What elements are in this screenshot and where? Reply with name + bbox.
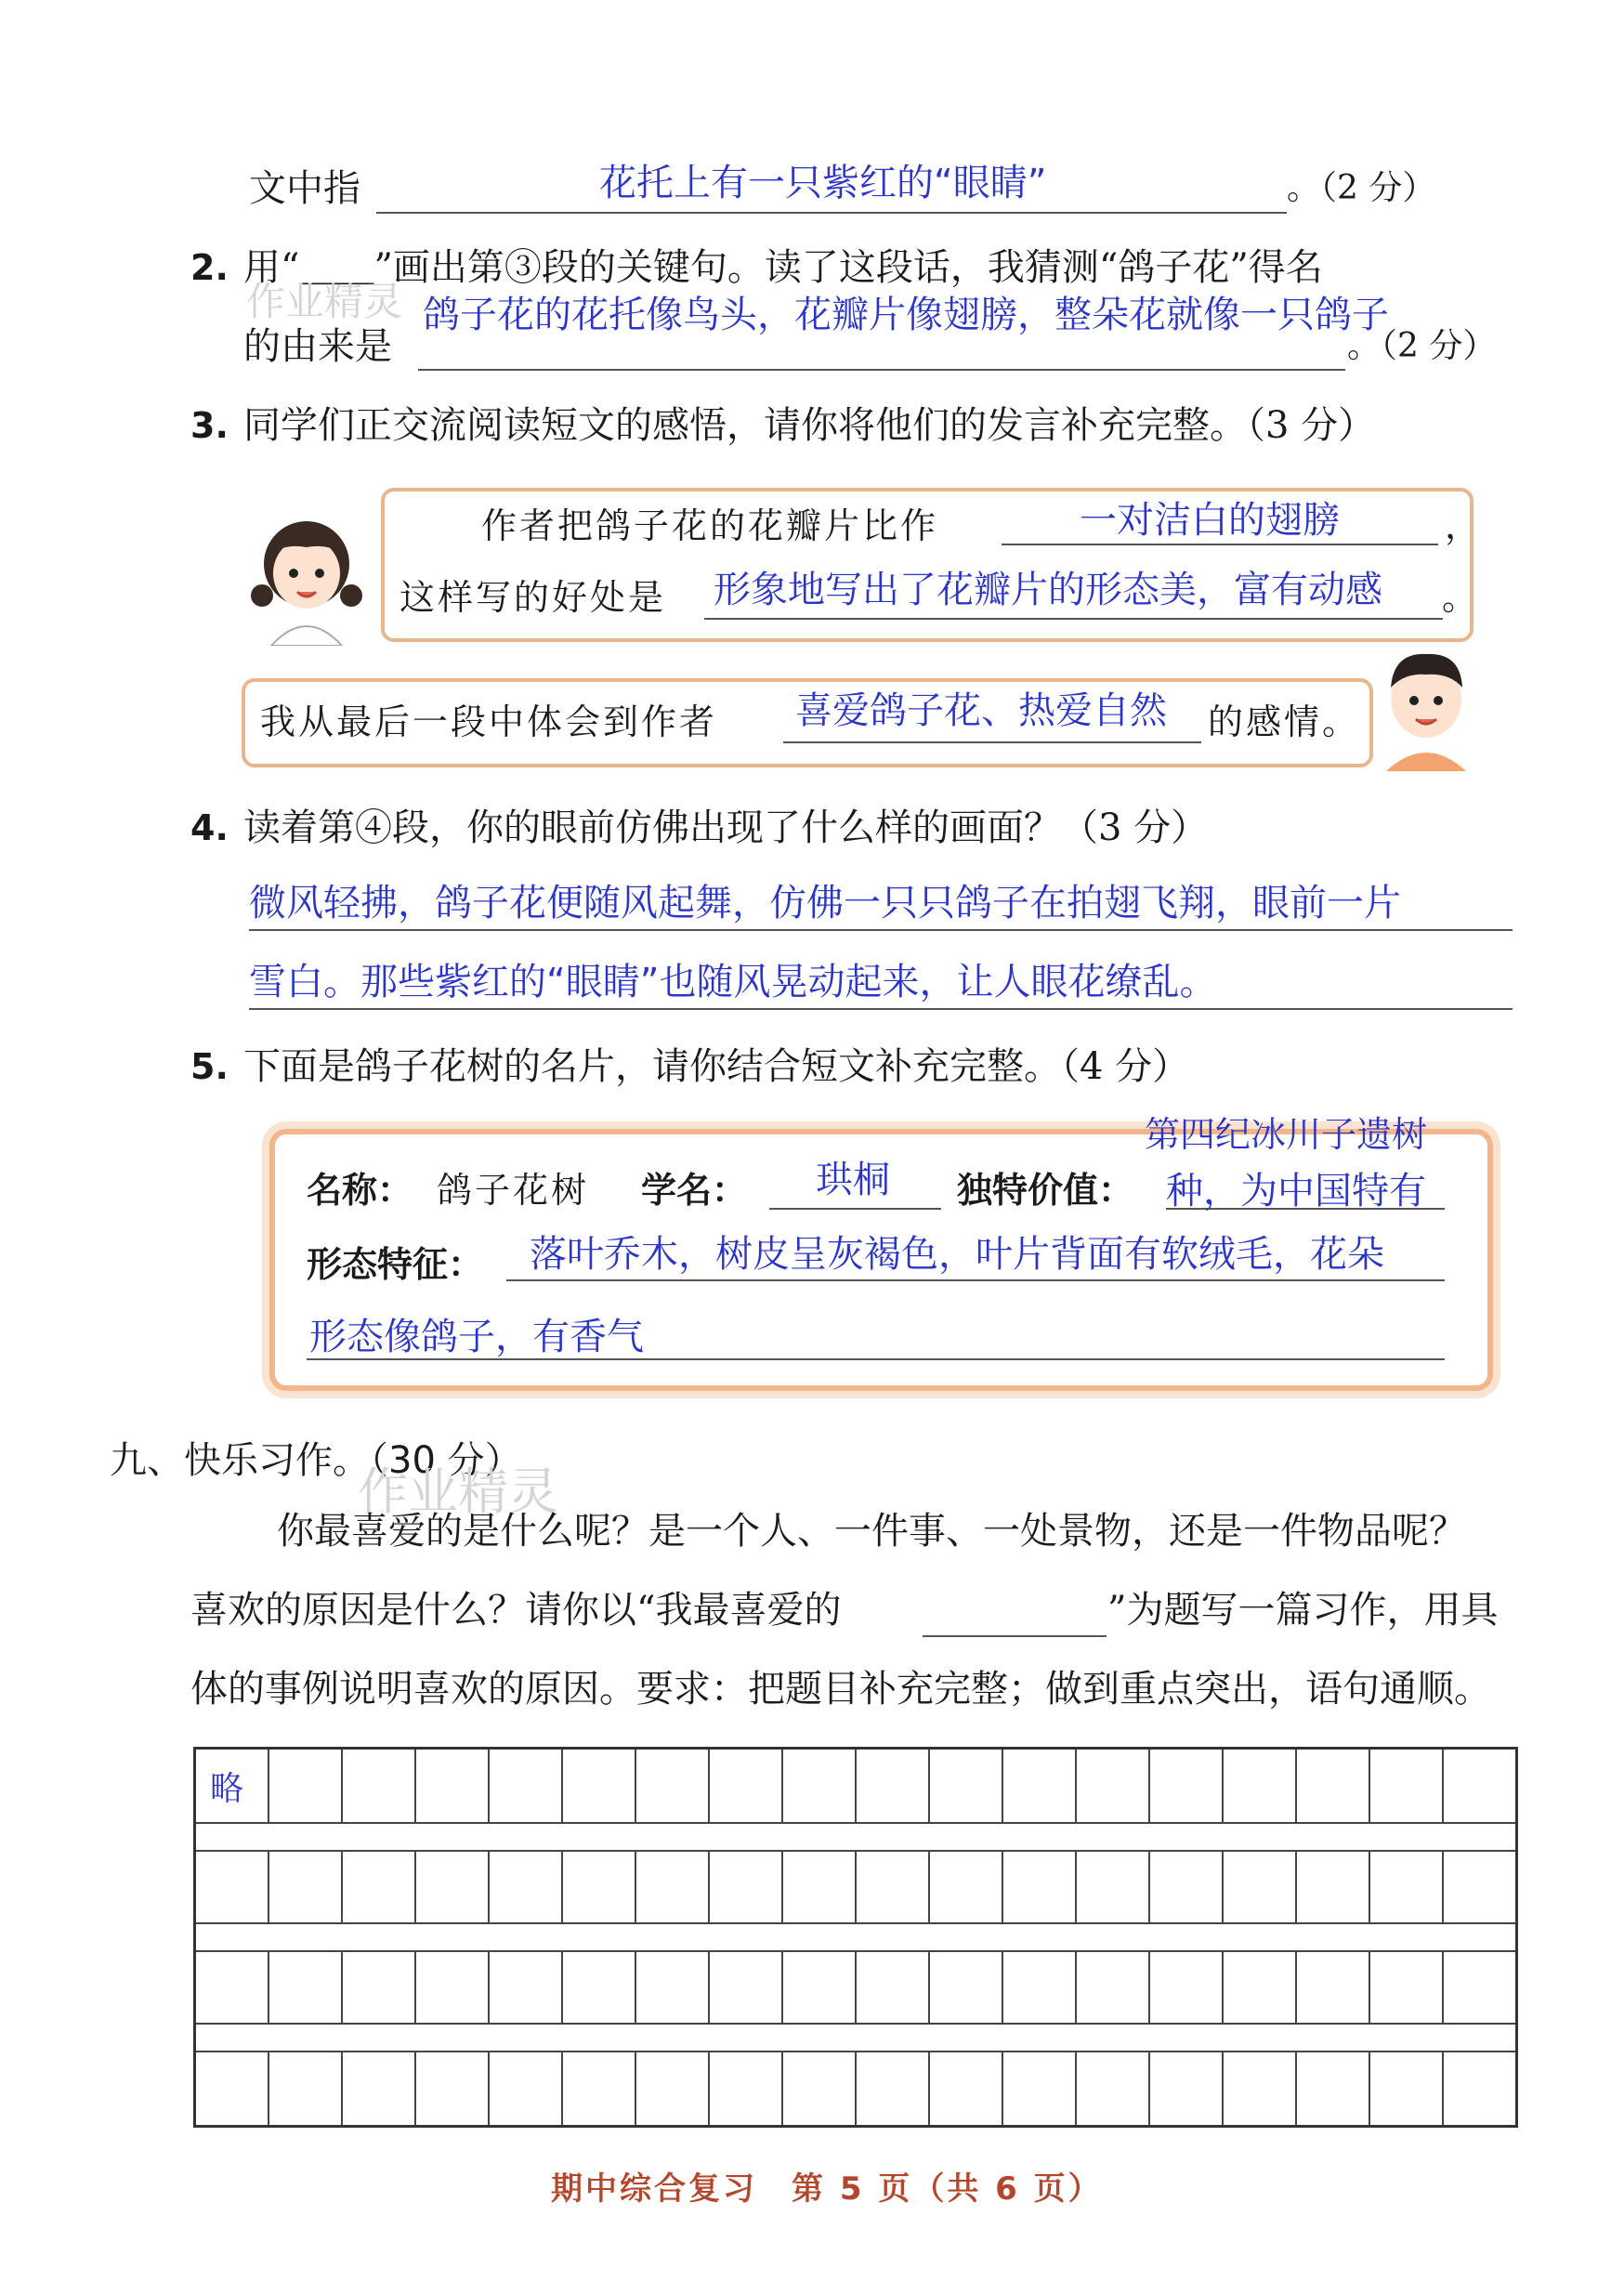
grid-cell: [343, 2051, 416, 2125]
grid-answer: 略: [210, 1770, 244, 1808]
grid-cell: [1224, 1750, 1297, 1824]
grid-cell: [416, 1950, 490, 2025]
grid-cell: [930, 1750, 1003, 1824]
grid-cell: [563, 1850, 636, 1924]
grid-cell: [857, 1750, 930, 1824]
bubble2-prefix: 我从最后一段中体会到作者: [260, 701, 718, 742]
grid-cell: [1077, 1950, 1150, 2025]
grid-cell: [196, 1850, 269, 1924]
q5-number: 5.: [190, 1046, 229, 1087]
bubble1-line1-prefix: 作者把鸽子花的花瓣片比作: [481, 505, 939, 546]
boy-avatar: [1375, 641, 1477, 771]
q2-answer: 鸽子花的花托像鸟头，花瓣片像翅膀，整朵花就像一只鸽子: [423, 294, 1389, 336]
q2-text: 用“＿＿”画出第③段的关键句。读了这段话，我猜测“鸽子花”得名: [243, 246, 1323, 289]
grid-cell: [1150, 1950, 1224, 2025]
grid-cell: [1077, 2051, 1150, 2125]
q1-score: 。（2 分）: [1287, 169, 1436, 207]
grid-cell: [857, 1950, 930, 2025]
bubble1-line2-blank: [704, 618, 1443, 620]
grid-cell: [1297, 2051, 1370, 2125]
section9-para-line1: 你最喜爱的是什么呢？是一个人、一件事、一处景物，还是一件物品呢？: [277, 1510, 1466, 1553]
grid-cell: [1077, 1750, 1150, 1824]
grid-cell: [269, 2051, 343, 2125]
grid-cell: [1297, 1950, 1370, 2025]
grid-row: [196, 1950, 1515, 2025]
bubble1-line1-blank: [1002, 544, 1438, 545]
card-name-value: 鸽子花树: [437, 1170, 590, 1211]
grid-cell: [1150, 2051, 1224, 2125]
bubble1-line1-suffix: ，: [1445, 505, 1484, 546]
grid-cell: [930, 2051, 1003, 2125]
grid-cell: [343, 1750, 416, 1824]
q1-prefix: 文中指: [249, 167, 360, 210]
section9-para-line2b: ”为题写一篇习作，用具: [1107, 1589, 1499, 1632]
grid-cell: [1444, 1850, 1515, 1924]
grid-cell: [710, 1750, 783, 1824]
page-footer: 期中综合复习 第 5 页（共 6 页）: [551, 2170, 1103, 2208]
card-value-answer: 种，为中国特有: [1166, 1170, 1426, 1213]
grid-cell: [490, 1750, 563, 1824]
q2-score: 。（2 分）: [1347, 327, 1497, 365]
writing-grid: [193, 1747, 1518, 2128]
card-value-answer-top: 第四纪冰川子遗树: [1145, 1114, 1428, 1155]
card-form-blank2: [307, 1358, 1445, 1360]
q4-line2: [249, 1008, 1513, 1010]
bubble2-answer: 喜爱鸽子花、热爱自然: [795, 689, 1167, 732]
grid-cell: [343, 1850, 416, 1924]
grid-cell: [636, 1850, 710, 1924]
q4-answer-line1: 微风轻拂，鸽子花便随风起舞，仿佛一只只鸽子在拍翅飞翔，眼前一片: [249, 882, 1401, 924]
q4-line1: [249, 929, 1513, 931]
grid-cell: [1297, 1750, 1370, 1824]
grid-cell: [1444, 1950, 1515, 2025]
card-sci-answer: 珙桐: [816, 1159, 890, 1201]
q2-answer-line: [418, 369, 1345, 371]
grid-cell: [196, 1950, 269, 2025]
grid-cell: [930, 1950, 1003, 2025]
card-form-blank1: [506, 1279, 1445, 1281]
grid-cell: [343, 1950, 416, 2025]
bubble1-answer2: 形象地写出了花瓣片的形态美，富有动感: [714, 569, 1382, 611]
q4-number: 4.: [190, 807, 229, 848]
grid-cell: [783, 1950, 857, 2025]
q4-answer-line2: 雪白。那些紫红的“眼睛”也随风晃动起来，让人眼花缭乱。: [249, 961, 1217, 1003]
grid-row: [196, 1750, 1515, 1824]
girl-avatar: [243, 506, 369, 646]
grid-cell: [269, 1950, 343, 2025]
grid-cell: [1370, 2051, 1444, 2125]
grid-cell: [1003, 1750, 1077, 1824]
card-form-answer1: 落叶乔木，树皮呈灰褐色，叶片背面有软绒毛，花朵: [530, 1233, 1384, 1276]
grid-cell: [930, 1850, 1003, 1924]
grid-cell: [1297, 1850, 1370, 1924]
grid-cell: [1150, 1750, 1224, 1824]
bubble1-line2-prefix: 这样写的好处是: [399, 577, 667, 618]
q5-text: 下面是鸽子花树的名片，请你结合短文补充完整。（4 分）: [243, 1045, 1190, 1088]
card-form-label: 形态特征：: [307, 1244, 484, 1285]
grid-cell: [857, 2051, 930, 2125]
grid-cell: [1003, 2051, 1077, 2125]
grid-row: [196, 2051, 1515, 2125]
bubble1-answer1: 一对洁白的翅膀: [1080, 499, 1340, 542]
grid-cell: [1444, 2051, 1515, 2125]
grid-cell: [1370, 1750, 1444, 1824]
grid-cell: [563, 1750, 636, 1824]
q3-number: 3.: [190, 405, 229, 446]
grid-cell: [563, 1950, 636, 2025]
grid-cell: [857, 1850, 930, 1924]
grid-cell: [636, 1750, 710, 1824]
bubble2-blank: [783, 741, 1201, 743]
grid-cell: [416, 2051, 490, 2125]
card-sci-label: 学名：: [641, 1170, 748, 1211]
grid-cell: [490, 2051, 563, 2125]
grid-cell: [783, 2051, 857, 2125]
watermark: 作业精灵: [246, 279, 403, 324]
grid-cell: [269, 1850, 343, 1924]
q3-text: 同学们正交流阅读短文的感悟，请你将他们的发言补充完整。（3 分）: [243, 404, 1376, 447]
grid-cell: [490, 1850, 563, 1924]
grid-cell: [783, 1850, 857, 1924]
grid-cell: [783, 1750, 857, 1824]
grid-cell: [1444, 1750, 1515, 1824]
card-form-answer2: 形态像鸽子，有香气: [309, 1316, 644, 1358]
section9-title-blank: [923, 1635, 1107, 1637]
grid-cell: [710, 2051, 783, 2125]
grid-cell: [490, 1950, 563, 2025]
grid-cell: [1224, 1850, 1297, 1924]
bubble2-suffix: 的感情。: [1208, 701, 1361, 742]
grid-cell: [563, 2051, 636, 2125]
grid-cell: [416, 1750, 490, 1824]
section9-para-line2a: 喜欢的原因是什么？请你以“我最喜爱的: [190, 1589, 842, 1632]
grid-cell: [1003, 1850, 1077, 1924]
grid-cell: [1077, 1850, 1150, 1924]
grid-cell: [269, 1750, 343, 1824]
grid-cell: [1003, 1950, 1077, 2025]
q2-line2-prefix: 的由来是: [243, 325, 392, 368]
q1-answer: 花托上有一只紫红的“眼睛”: [599, 162, 1047, 204]
q1-answer-line: [376, 212, 1287, 214]
grid-cell: [196, 2051, 269, 2125]
section9-title: 九、快乐习作。（30 分）: [110, 1439, 522, 1482]
grid-cell: [1224, 1950, 1297, 2025]
grid-cell: [416, 1850, 490, 1924]
grid-cell: [636, 2051, 710, 2125]
q4-text: 读着第④段，你的眼前仿佛出现了什么样的画面？（3 分）: [243, 806, 1209, 849]
grid-cell: [710, 1850, 783, 1924]
bubble1-line2-suffix: 。: [1442, 577, 1481, 618]
grid-cell: [710, 1950, 783, 2025]
grid-cell: [1224, 2051, 1297, 2125]
card-value-label: 独特价值：: [957, 1170, 1134, 1211]
card-sci-blank: [769, 1208, 941, 1210]
section9-para-line3: 体的事例说明喜欢的原因。要求：把题目补充完整；做到重点突出，语句通顺。: [190, 1668, 1491, 1711]
watermark: 作业精灵: [358, 1462, 558, 1521]
q2-number: 2.: [190, 247, 229, 288]
grid-cell: [1370, 1850, 1444, 1924]
grid-cell: [636, 1950, 710, 2025]
grid-cell: [1370, 1950, 1444, 2025]
grid-cell: [1150, 1850, 1224, 1924]
card-name-label: 名称：: [307, 1170, 413, 1211]
grid-row: [196, 1850, 1515, 1924]
